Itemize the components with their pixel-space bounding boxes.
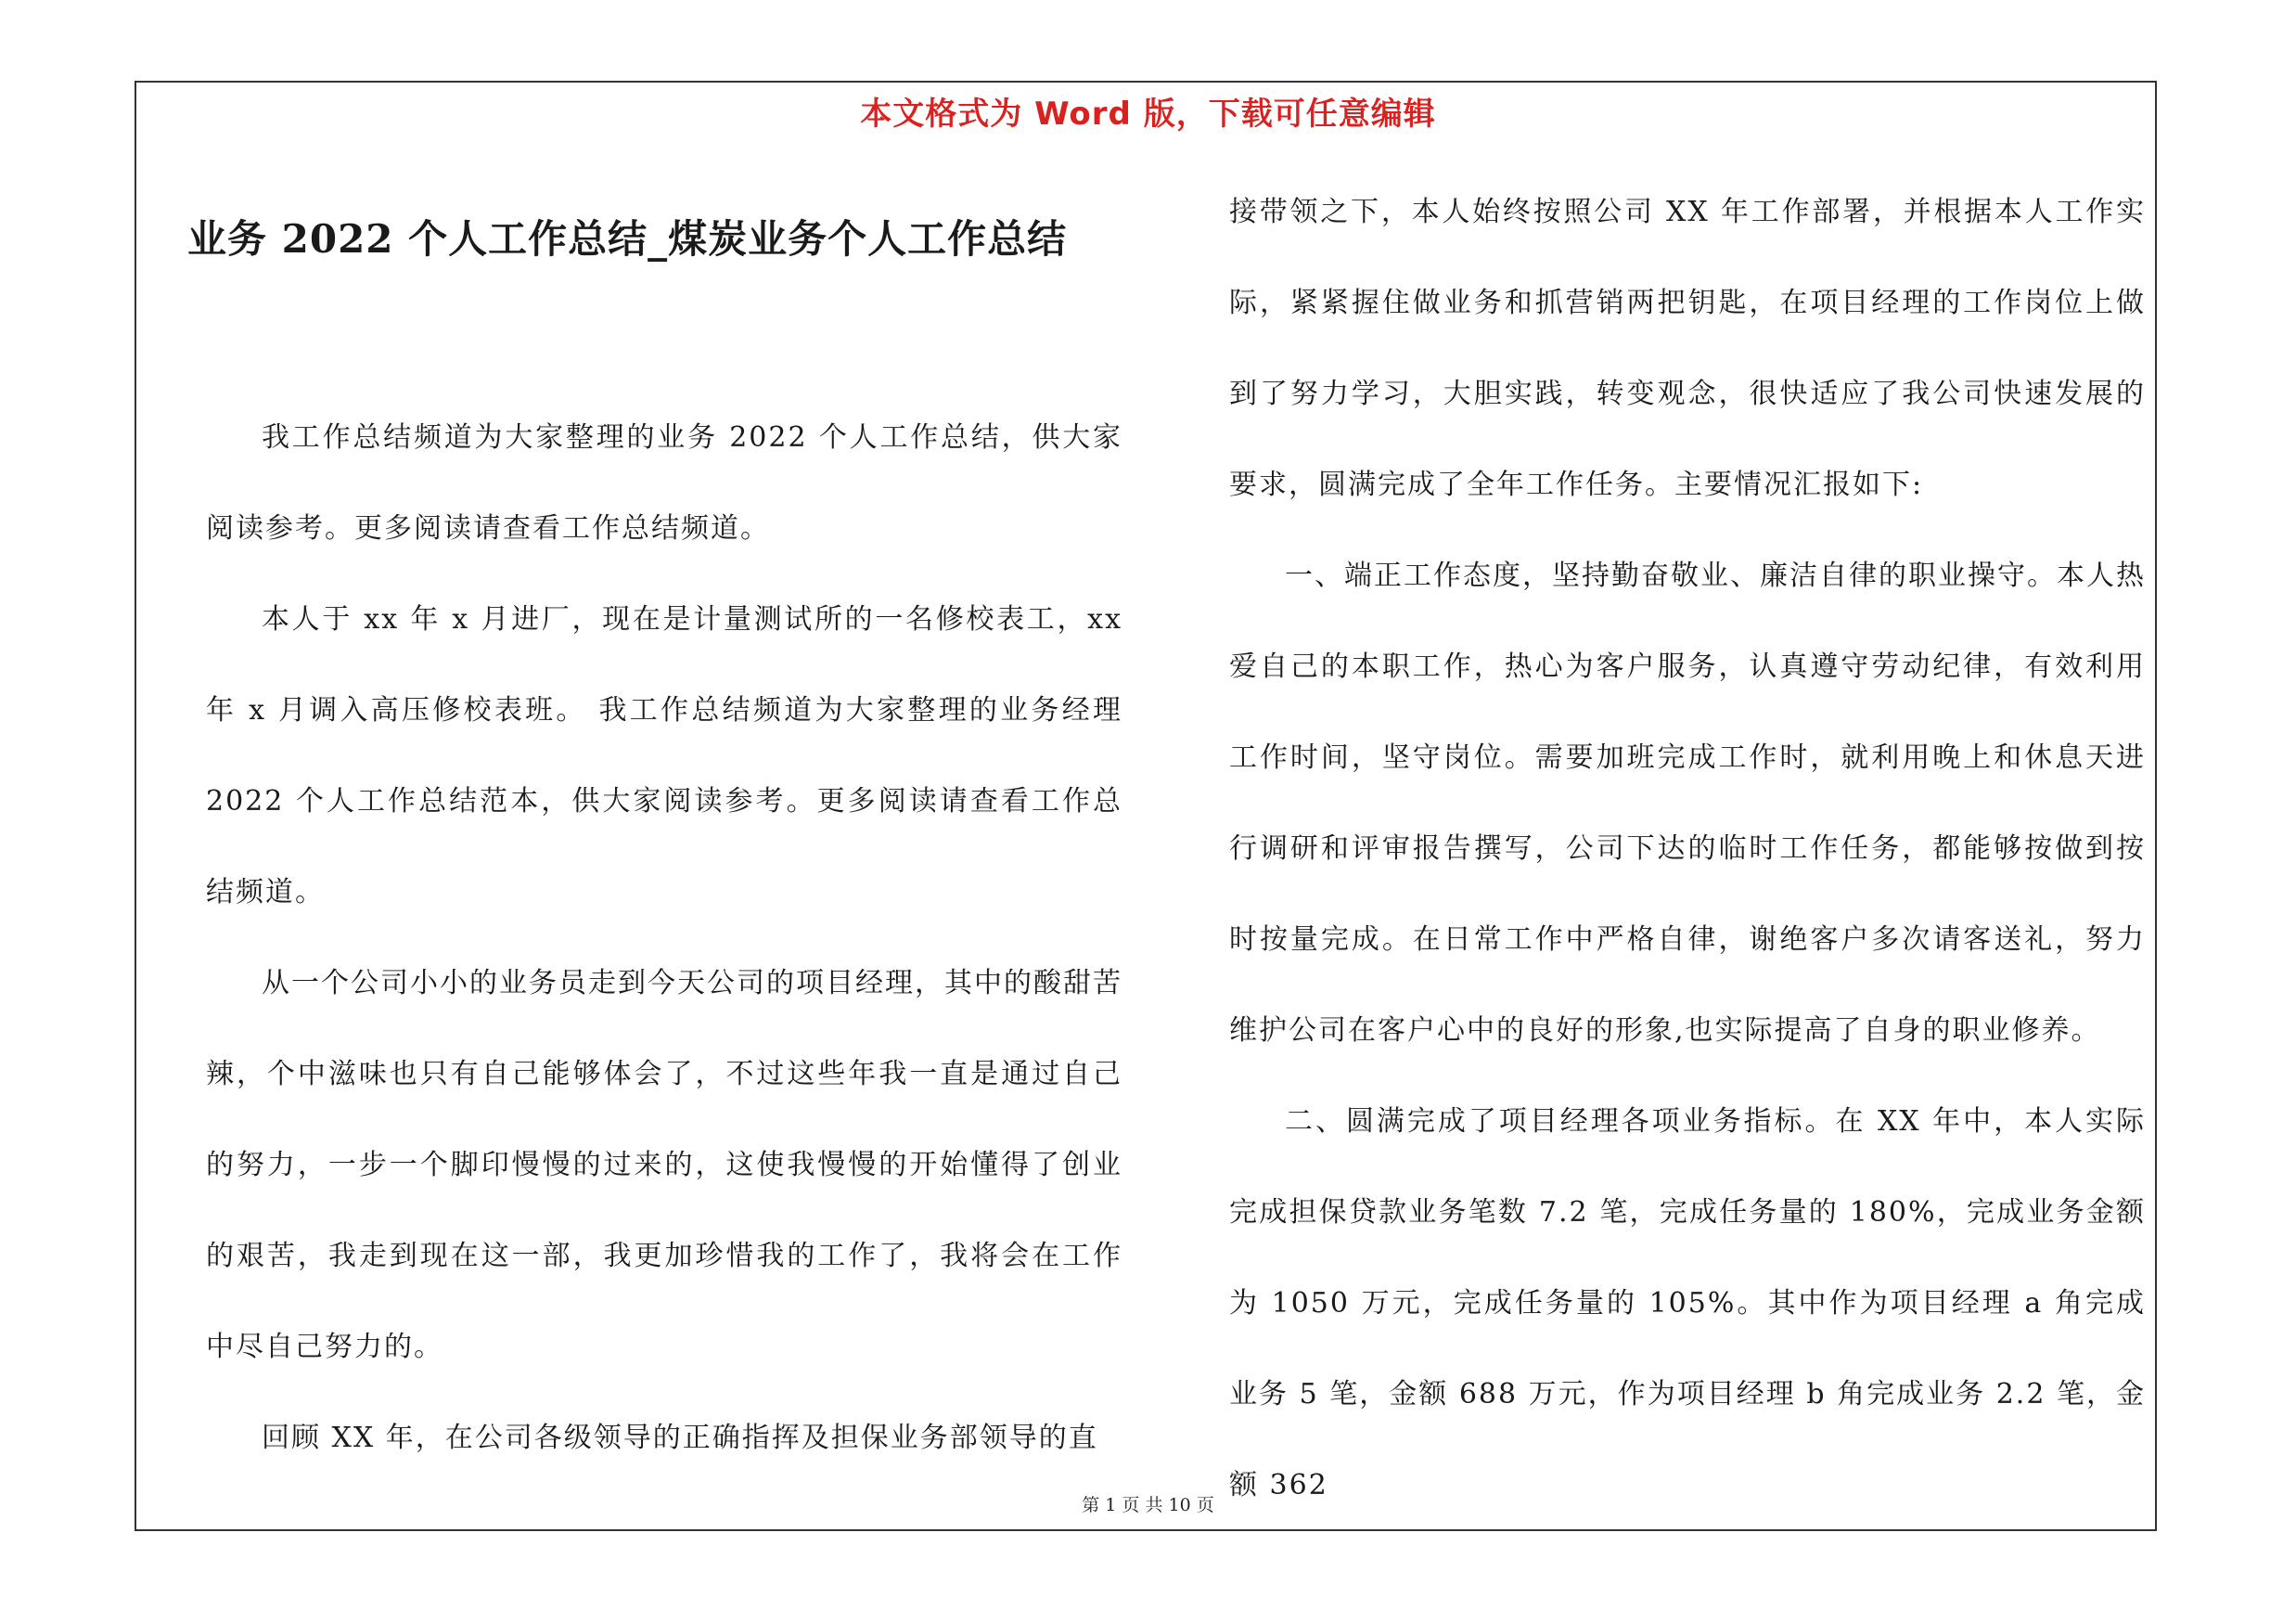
paragraph-review: 回顾 XX 年，在公司各级领导的正确指挥及担保业务部领导的直 [262,1422,1098,1454]
paragraph-career: 从一个公司小小的业务员走到今天公司的项目经理，其中的酸甜苦辣，个中滋味也只有自己能够体会了，不过这些年我一直是通过自己的努力，一步一个脚印慢慢的过来的，这使我慢慢的开始懂得了创业的艰苦，我走到现在这一部，我更加珍惜我的工作了，我将会在工作中尽自己努力的。 [206,967,1122,1363]
format-banner: 本文格式为 Word 版，下载可任意编辑 [860,96,1436,133]
paragraph-background: 本人于 xx 年 x 月进厂，现在是计量测试所的一名修校表工，xx 年 x 月调入高压修校表班。 我工作总结频道为大家整理的业务经理 2022 个人工作总结范本，供大家阅读参考。更多阅读请查看工作总结频道。 [206,603,1122,908]
paragraph-targets: 二、圆满完成了项目经理各项业务指标。在 XX 年中，本人实际完成担保贷款业务笔数 7.2 笔，完成任务量的 180%，完成业务金额为 1050 万元，完成任务量的 105%。其中作为项目经理 a 角完成业务 5 笔，金额 688 万元，作为项目经理 b 角完成业务 2.2 笔，金额 362 [1229,1105,2146,1501]
document-title: 业务 2022 个人工作总结_煤炭业务个人工作总结 [187,216,1068,262]
paragraph-attitude: 一、端正工作态度，坚持勤奋敬业、廉洁自律的职业操守。本人热爱自己的本职工作，热心为客户服务，认真遵守劳动纪律，有效利用工作时间，坚守岗位。需要加班完成工作时，就利用晚上和休息天进行调研和评审报告撰写，公司下达的临时工作任务，都能够按做到按时按量完成。在日常工作中严格自律，谢绝客户多次请客送礼，努力维护公司在客户心中的良好的形象,也实际提高了自身的职业修养。 [1229,560,2146,1047]
left-column [206,393,1122,1484]
paragraph-review-continued: 接带领之下，本人始终按照公司 XX 年工作部署，并根据本人工作实际，紧紧握住做业务和抓营销两把钥匙，在项目经理的工作岗位上做到了努力学习，大胆实践，转变观念，很快适应了我公司快速发展的要求，圆满完成了全年工作任务。主要情况汇报如下: [1229,196,2146,501]
right-column [1229,167,2146,1531]
paragraph-intro: 我工作总结频道为大家整理的业务 2022 个人工作总结，供大家阅读参考。更多阅读请查看工作总结频道。 [206,421,1122,545]
page-number: 第 1 页 共 10 页 [1082,1495,1214,1515]
